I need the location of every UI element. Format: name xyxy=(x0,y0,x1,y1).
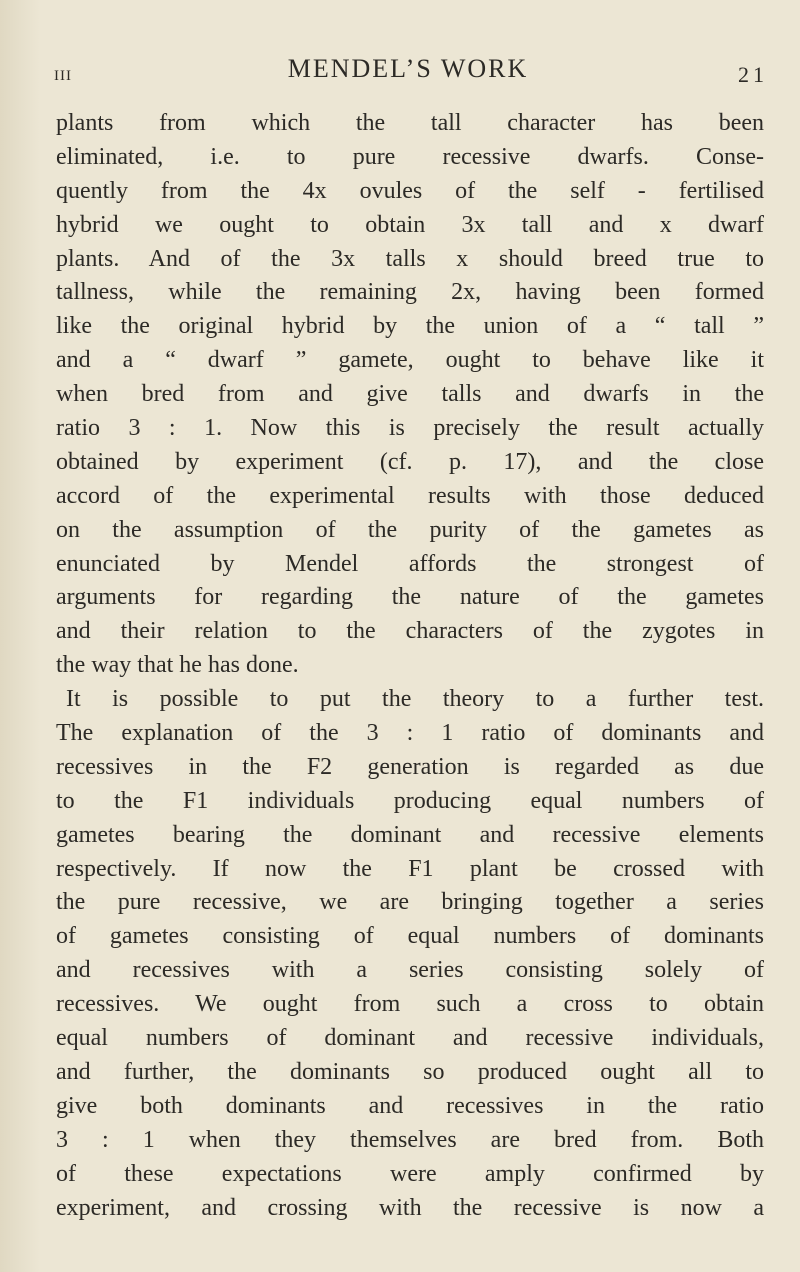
text-line: It is possible to put the theory to a further test. xyxy=(66,686,764,713)
text-line: eliminated, i.e. to pure recessive dwarfs. Conse- xyxy=(56,143,764,170)
text-line: like the original hybrid by the union of a “ tall ” xyxy=(56,313,764,340)
text-line: hybrid we ought to obtain 3x tall and x dwarf xyxy=(56,211,764,238)
text-line: obtained by experiment (cf. p. 17), and the close xyxy=(56,448,764,475)
running-title: MENDEL’S WORK xyxy=(287,54,529,83)
text-line: give both dominants and recessives in the ratio xyxy=(56,1092,764,1119)
text-line: recessives. We ought from such a cross to obtain xyxy=(56,991,764,1018)
text-line: and recessives with a series consisting solely of xyxy=(56,957,764,984)
text-line: and further, the dominants so produced ought all to xyxy=(56,1058,764,1085)
text-line: gametes bearing the dominant and recessive elements xyxy=(56,821,764,848)
text-line: when bred from and give talls and dwarfs in the xyxy=(56,381,764,408)
text-line: arguments for regarding the nature of the gametes xyxy=(56,584,764,611)
text-line: and a “ dwarf ” gamete, ought to behave like it xyxy=(56,347,764,374)
text-line: plants from which the tall character has been xyxy=(56,110,764,136)
text-line: respectively. If now the F1 plant be crossed with xyxy=(56,855,764,882)
text-line: the pure recessive, we are bringing together a series xyxy=(56,889,764,916)
text-line: and their relation to the characters of the zygotes in xyxy=(56,618,764,645)
text-line: tallness, while the remaining 2x, having been formed xyxy=(56,279,764,306)
running-head xyxy=(48,50,768,90)
body-text xyxy=(56,107,764,1225)
text-line: the way that he has done. xyxy=(56,652,299,679)
text-line: of gametes consisting of equal numbers of dominants xyxy=(56,923,764,950)
page-number: 21 xyxy=(738,62,768,87)
text-line: The explanation of the 3 : 1 ratio of dominants and xyxy=(56,720,764,747)
text-line: ratio 3 : 1. Now this is precisely the result actually xyxy=(56,415,764,442)
text-line: accord of the experimental results with those deduced xyxy=(56,482,764,509)
text-line: quently from the 4x ovules of the self - fertilised xyxy=(56,177,764,204)
text-line: equal numbers of dominant and recessive individuals, xyxy=(56,1025,764,1052)
text-line: experiment, and crossing with the recessive is now a xyxy=(56,1194,764,1221)
text-line: 3 : 1 when they themselves are bred from. Both xyxy=(56,1126,764,1153)
text-line: of these expectations were amply confirmed by xyxy=(56,1160,764,1187)
chapter-number: III xyxy=(54,68,72,84)
text-line: plants. And of the 3x talls x should breed true to xyxy=(56,245,764,272)
text-line: enunciated by Mendel affords the strongest of xyxy=(56,550,764,577)
text-line: recessives in the F2 generation is regarded as due xyxy=(56,753,764,780)
text-line: on the assumption of the purity of the gametes as xyxy=(56,516,764,543)
text-line: to the F1 individuals producing equal numbers of xyxy=(56,787,764,814)
